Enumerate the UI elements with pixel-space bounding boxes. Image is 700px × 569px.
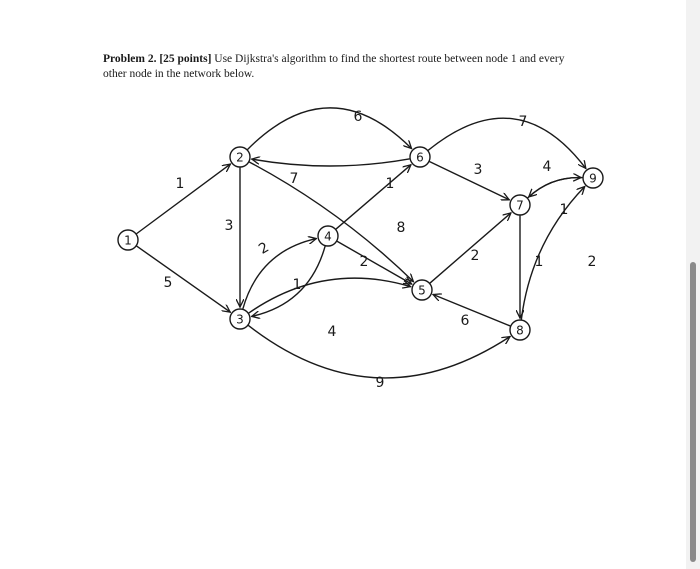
problem-label: Problem 2.	[103, 53, 157, 65]
node-8-label: 8	[516, 323, 524, 338]
edge-weight-2-to-5: 8	[396, 220, 406, 236]
edge-weight-6-to-2: 7	[289, 171, 299, 187]
node-6	[410, 147, 430, 167]
edge-6-to-7	[430, 162, 509, 200]
edge-8-to-5	[433, 295, 510, 326]
node-4	[318, 226, 338, 246]
node-1-label: 1	[124, 233, 132, 248]
problem-points: [25 points]	[159, 53, 212, 65]
problem-body: Use Dijkstra's algorithm to find the shortest route between node 1 and every other node in the network below.	[103, 53, 565, 80]
edge-6-to-2	[252, 159, 409, 166]
edge-weight-1-to-3: 5	[163, 275, 173, 291]
node-3	[230, 309, 250, 329]
node-3-label: 3	[236, 312, 244, 327]
edge-weight-3-to-8: 9	[375, 375, 385, 391]
edge-weight-8-to-9: 2	[587, 254, 597, 270]
edge-1-to-2	[137, 164, 231, 233]
node-2-label: 2	[236, 150, 244, 165]
node-9	[583, 168, 603, 188]
edge-weight-1-to-2: 1	[175, 176, 185, 192]
edge-weight-4-to-6: 1	[385, 176, 395, 192]
node-7	[510, 195, 530, 215]
edge-1-to-3	[137, 246, 230, 312]
edge-weight-2-to-3: 3	[224, 218, 234, 234]
edge-2-to-6	[248, 108, 412, 149]
node-2	[230, 147, 250, 167]
node-5	[412, 280, 432, 300]
edge-weight-9-to-7: 1	[559, 202, 569, 218]
edge-9-to-7	[529, 178, 582, 197]
node-1	[118, 230, 138, 250]
edge-weight-6-to-7: 3	[473, 162, 483, 178]
edge-weight-5-to-7: 2	[470, 248, 480, 264]
edge-3-to-8	[249, 326, 510, 378]
edge-weight-7-to-9: 4	[542, 159, 552, 175]
node-9-label: 9	[589, 171, 597, 186]
node-8	[510, 320, 530, 340]
node-7-label: 7	[516, 198, 524, 213]
edge-weight-4-to-5: 2	[359, 254, 369, 270]
node-6-label: 6	[416, 150, 424, 165]
edge-7-to-9	[528, 178, 581, 198]
edge-weight-7-to-8: 1	[534, 254, 544, 270]
scrollbar-thumb[interactable]	[690, 262, 696, 562]
edge-weight-3-to-5: 4	[327, 324, 337, 340]
edge-6-to-9	[429, 118, 586, 168]
edge-weight-3-to-4: 2	[256, 239, 272, 258]
edge-weight-2-to-6: 6	[353, 109, 363, 125]
edge-8-to-9	[521, 187, 584, 320]
edge-3-to-4	[243, 239, 316, 309]
node-5-label: 5	[418, 283, 426, 298]
edge-weight-6-to-9: 7	[518, 114, 528, 130]
edge-weight-4-to-3: 1	[292, 277, 302, 293]
node-4-label: 4	[324, 229, 332, 244]
edge-weight-8-to-5: 6	[460, 313, 470, 329]
edge-3-to-5	[249, 278, 410, 313]
